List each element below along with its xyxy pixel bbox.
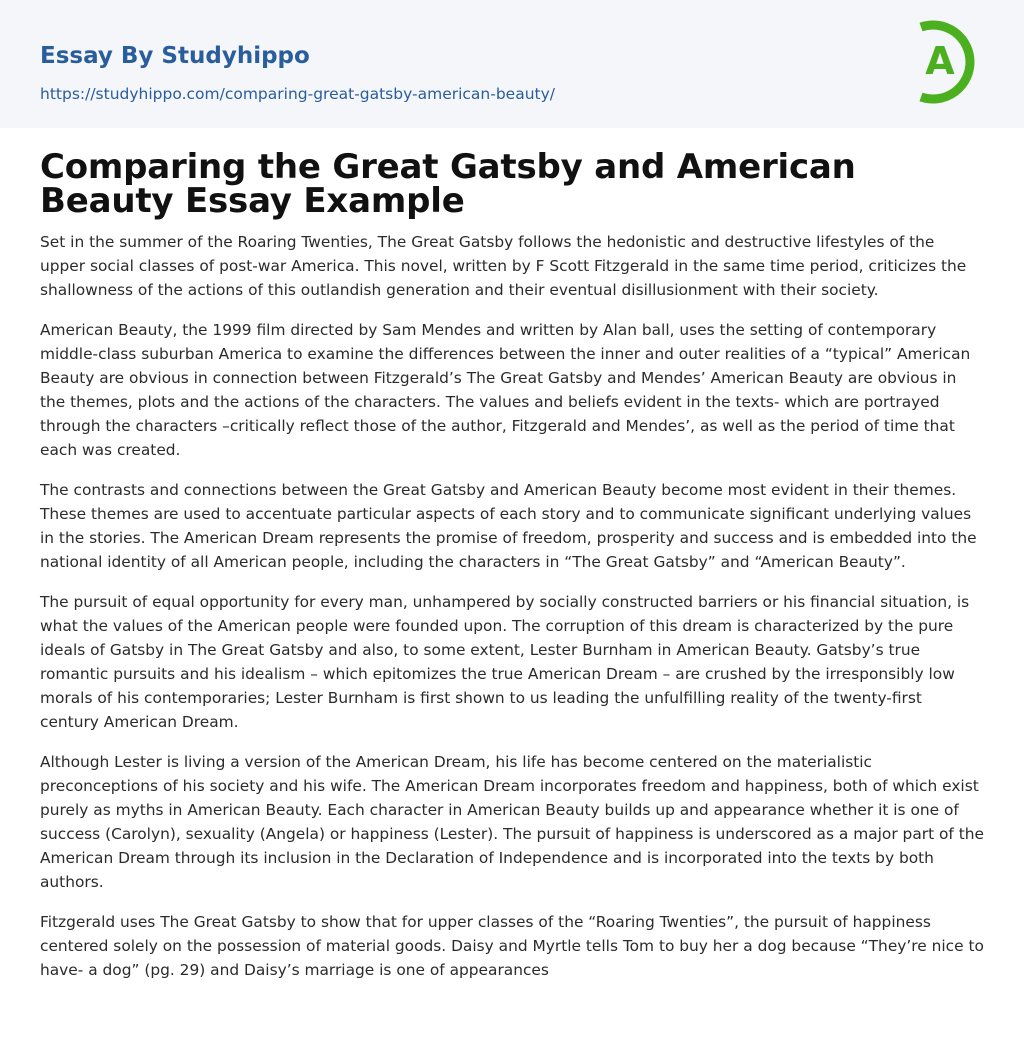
- paragraph-5: Although Lester is living a version of the American Dream, his life has become centered on the materialistic preconceptions of his society and his wife. The American Dream incorporates freedom and happiness, both of which exist purely as myths in American Beauty. Each character in American Beauty builds up and appearance whether it is one of success (Carolyn), sexuality (Angela) or happiness (Lester). The pursuit of happiness is underscored as a major part of the American Dream through its inclusion in the Declaration of Independence and is incorporated into the texts by both authors.: [40, 753, 984, 891]
- source-url-link[interactable]: https://studyhippo.com/comparing-great-gatsby-american-beauty/: [40, 85, 556, 103]
- site-header: [0, 0, 1024, 128]
- paragraph-3: The contrasts and connections between the Great Gatsby and American Beauty become most evident in their themes. These themes are used to accentuate particular aspects of each story and to communicate significant underlying values in the stories. The American Dream represents the promise of freedom, prosperity and success and is embedded into the national identity of all American people, including the characters in “The Great Gatsby” and “American Beauty”.: [40, 481, 977, 571]
- logo-icon[interactable]: [913, 19, 985, 105]
- site-brand[interactable]: Essay By Studyhippo: [40, 43, 310, 69]
- logo-letter: A: [925, 39, 955, 83]
- paragraph-1: Set in the summer of the Roaring Twenties, The Great Gatsby follows the hedonistic and destructive lifestyles of the upper social classes of post-war America. This novel, written by F Scott Fitzgerald in the same time period, criticizes the shallowness of the actions of this outlandish generation and their eventual disillusionment with their society.: [40, 233, 967, 299]
- paragraph-4: The pursuit of equal opportunity for every man, unhampered by socially constructed barriers or his financial situation, is what the values of the American people were founded upon. The corruption of this dream is characterized by the pure ideals of Gatsby in The Great Gatsby and also, to some extent, Lester Burnham in American Beauty. Gatsby’s true romantic pursuits and his idealism – which epitomizes the true American Dream – are crushed by the irresponsibly low morals of his contemporaries; Lester Burnham is first shown to us leading the unfulfilling reality of the twenty-first century American Dream.: [40, 593, 970, 731]
- article: [0, 147, 1024, 982]
- paragraph-2: American Beauty, the 1999 film directed by Sam Mendes and written by Alan ball, uses the setting of contemporary middle-class suburban America to examine the differences between the inner and outer realities of a “typical” American Beauty are obvious in connection between Fitzgerald’s The Great Gatsby and Mendes’ American Beauty are obvious in the themes, plots and the actions of the characters. The values and beliefs evident in the texts- which are portrayed through the characters –critically reflect those of the author, Fitzgerald and Mendes’, as well as the period of time that each was created.: [40, 321, 971, 459]
- paragraph-6: Fitzgerald uses The Great Gatsby to show that for upper classes of the “Roaring Twenties”, the pursuit of happiness centered solely on the possession of material goods. Daisy and Myrtle tells Tom to buy her a dog because “They’re nice to have- a dog” (pg. 29) and Daisy’s marriage is one of appearances: [40, 913, 984, 979]
- page-title: Comparing the Great Gatsby and American Beauty Essay Example: [40, 147, 856, 221]
